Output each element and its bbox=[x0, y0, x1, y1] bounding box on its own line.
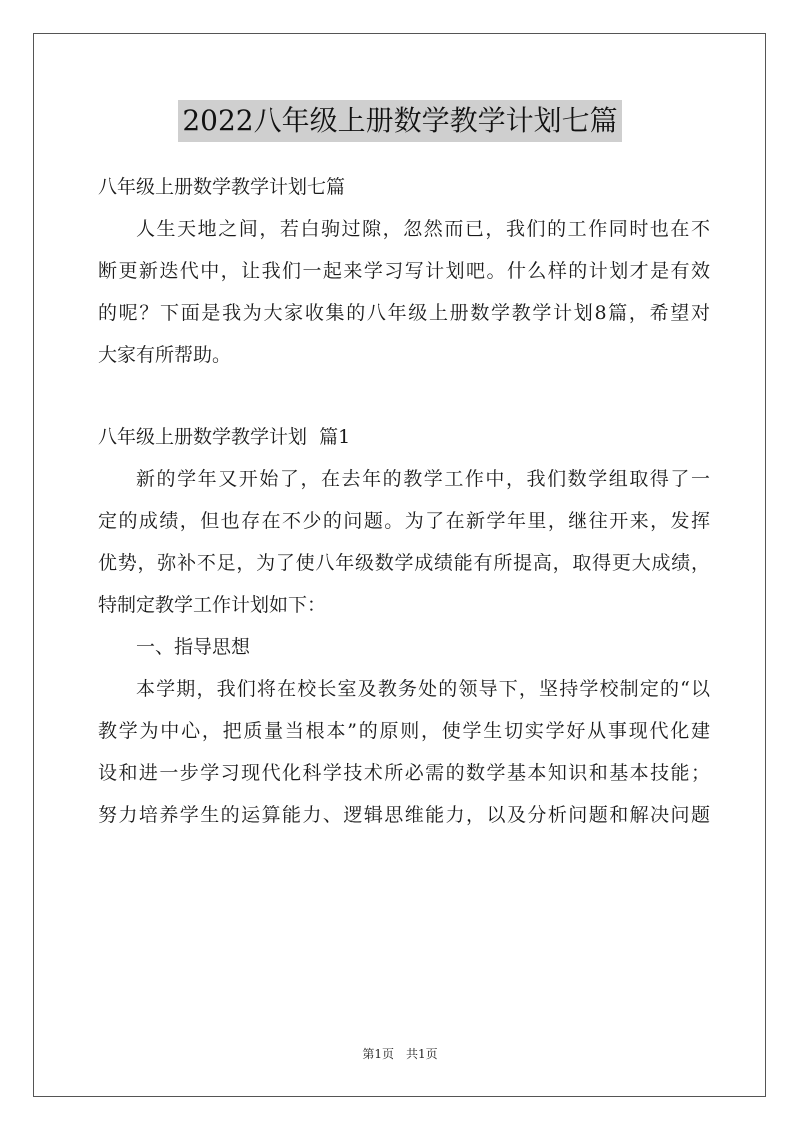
para1-line: 定的成绩，但也存在不少的问题。为了在新学年里，继往开来，发挥 bbox=[98, 510, 710, 532]
para2-line: 努力培养学生的运算能力、逻辑思维能力，以及分析问题和解决问题 bbox=[98, 804, 710, 826]
intro-line: 断更新迭代中，让我们一起来学习写计划吧。什么样的计划才是有效 bbox=[98, 260, 710, 282]
sub-heading: 一、指导思想 bbox=[136, 636, 251, 658]
section-heading: 八年级上册数学教学计划 篇1 bbox=[98, 426, 351, 448]
para2-line: 本学期，我们将在校长室及教务处的领导下，坚持学校制定的“以 bbox=[136, 678, 710, 700]
intro-line: 人生天地之间，若白驹过隙，忽然而已，我们的工作同时也在不 bbox=[136, 218, 710, 240]
para1-line: 新的学年又开始了，在去年的教学工作中，我们数学组取得了一 bbox=[136, 468, 710, 490]
para1-line: 特制定教学工作计划如下： bbox=[98, 594, 327, 616]
paragraph-gap bbox=[98, 376, 710, 416]
intro-line: 的呢？下面是我为大家收集的八年级上册数学教学计划8篇，希望对 bbox=[98, 302, 710, 324]
title-container bbox=[0, 100, 800, 142]
page-footer: 第1页 共1页 bbox=[362, 1047, 438, 1061]
intro-line: 大家有所帮助。 bbox=[98, 344, 232, 366]
para2-line: 设和进一步学习现代化科学技术所必需的数学基本知识和基本技能； bbox=[98, 762, 710, 784]
para2-line: 教学为中心，把质量当根本”的原则，使学生切实学好从事现代化建 bbox=[98, 720, 710, 742]
document-subtitle: 八年级上册数学教学计划七篇 bbox=[98, 176, 346, 198]
para1-line: 优势，弥补不足，为了使八年级数学成绩能有所提高，取得更大成绩， bbox=[98, 552, 710, 574]
document-title: 2022八年级上册数学教学计划七篇 bbox=[178, 100, 621, 142]
document-body bbox=[98, 166, 710, 836]
